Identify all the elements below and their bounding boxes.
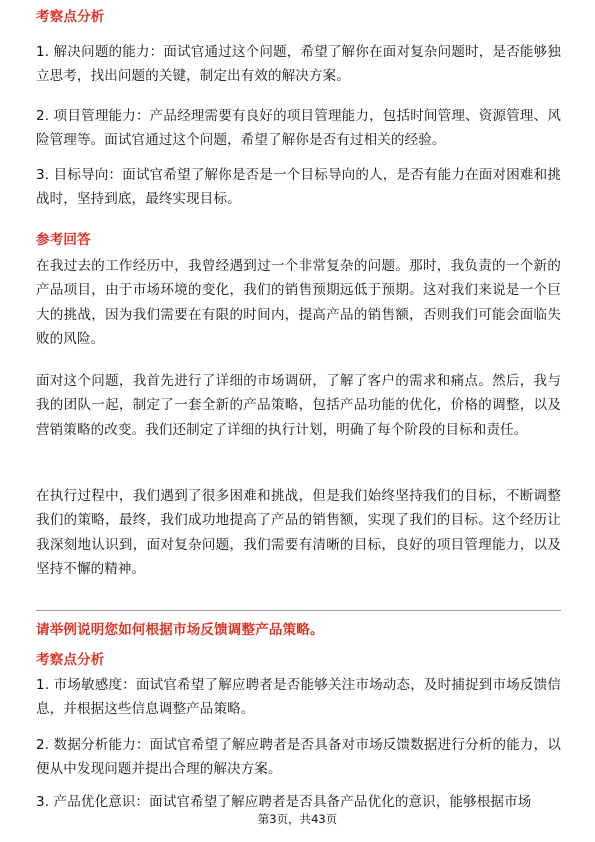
analysis-item: 2. 项目管理能力：产品经理需要有良好的项目管理能力，包括时间管理、资源管理、风险管理等。面试官通过这个问题，希望了解你是否有过相关的经验。: [36, 108, 561, 149]
analysis-item: 2. 数据分析能力：面试官希望了解应聘者是否具备对市场反馈数据进行分析的能力，以便从中发现问题并提出合理的解决方案。: [36, 737, 561, 778]
question-title: 请举例说明您如何根据市场反馈调整产品策略。: [36, 622, 324, 638]
analysis-item: 3. 目标导向：面试官希望了解你是否是一个目标导向的人，是否有能力在面对困难和挑战时，坚持到底，最终实现目标。: [36, 167, 561, 208]
analysis-item: 3. 产品优化意识：面试官希望了解应聘者是否具备产品优化的意识，能够根据市场: [36, 794, 532, 810]
analysis-heading: 考察点分析: [36, 9, 105, 25]
analysis-item: 1. 市场敏感度：面试官希望了解应聘者是否能够关注市场动态，及时捕捉到市场反馈信息，并根据这些信息调整产品策略。: [36, 677, 561, 718]
answer-paragraph: 在我过去的工作经历中，我曾经遇到过一个非常复杂的问题。那时，我负责的一个新的产品项目，由于市场环境的变化，我们的销售预期远低于预期。这对我们来说是一个巨大的挑战，因为我们需要在有限的时间内，提高产品的销售额，否则我们可能会面临失败的风险。: [36, 258, 561, 348]
page-number: 第3页，共43页: [257, 812, 338, 826]
answer-paragraph: 面对这个问题，我首先进行了详细的市场调研，了解了客户的需求和痛点。然后，我与我的团队一起，制定了一套全新的产品策略，包括产品功能的优化，价格的调整，以及营销策略的改变。我们还制定了详细的执行计划，明确了每个阶段的目标和责任。: [36, 373, 561, 438]
section-divider: [36, 610, 561, 611]
analysis-item: 1. 解决问题的能力：面试官通过这个问题，希望了解你在面对复杂问题时，是否能够独立思考，找出问题的关键，制定出有效的解决方案。: [36, 44, 561, 85]
answer-paragraph: 在执行过程中，我们遇到了很多困难和挑战，但是我们始终坚持我们的目标，不断调整我们的策略，最终，我们成功地提高了产品的销售额，实现了我们的目标。这个经历让我深刻地认识到，面对复杂问题，我们需要有清晰的目标，良好的项目管理能力，以及坚持不懈的精神。: [36, 488, 561, 578]
analysis-heading: 考察点分析: [36, 652, 105, 668]
answer-heading: 参考回答: [36, 232, 91, 248]
